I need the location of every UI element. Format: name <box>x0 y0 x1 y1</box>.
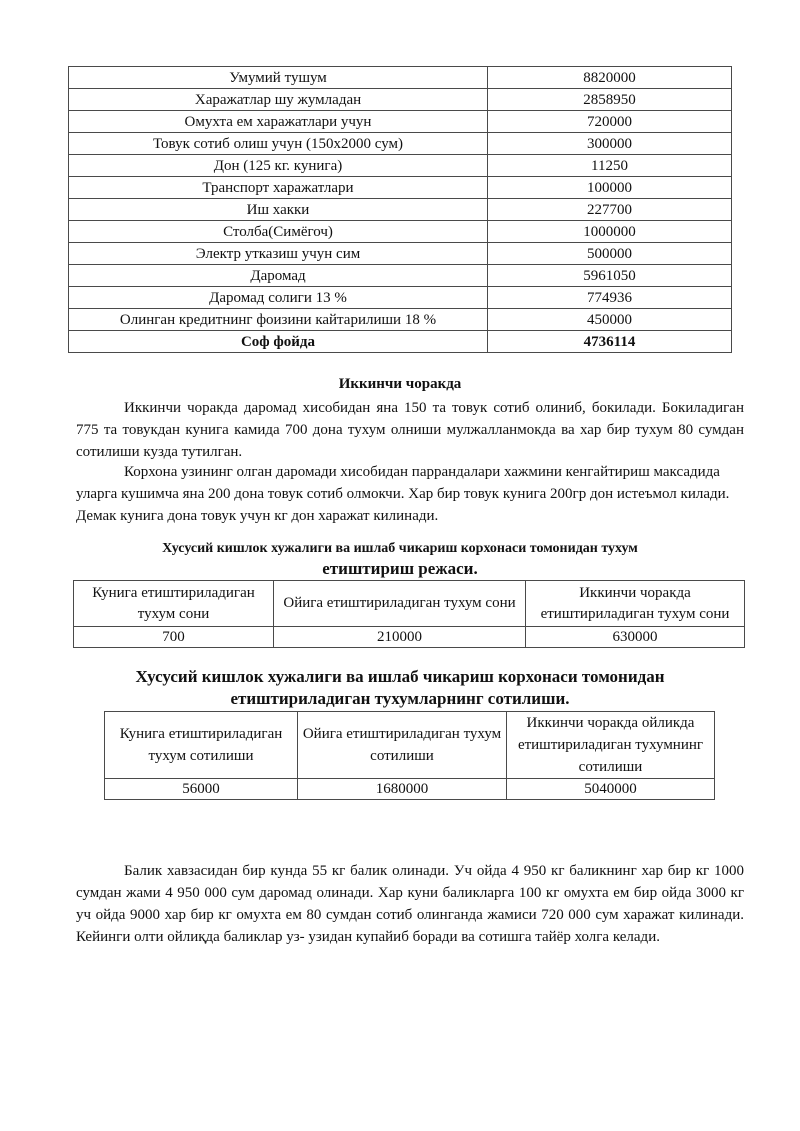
row-label: Харажатлар шу жумладан <box>69 89 488 111</box>
row-value: 227700 <box>488 199 732 221</box>
column-header: Ойига етиштириладиган тухум сони <box>274 581 526 627</box>
row-label: Дон (125 кг. кунига) <box>69 155 488 177</box>
table-row <box>69 243 732 265</box>
table-row <box>69 309 732 331</box>
row-value: 5961050 <box>488 265 732 287</box>
row-value: 300000 <box>488 133 732 155</box>
table-row <box>74 627 745 648</box>
total-label: Соф фойда <box>69 331 488 353</box>
table-row <box>69 199 732 221</box>
row-value: 8820000 <box>488 67 732 89</box>
table-header-row <box>74 581 745 627</box>
table-header-row <box>105 712 715 779</box>
egg-production-plan-table <box>73 580 745 648</box>
row-label: Омухта ем харажатлари учун <box>69 111 488 133</box>
row-value: 1000000 <box>488 221 732 243</box>
table-cell: 630000 <box>526 627 745 648</box>
table-row <box>69 177 732 199</box>
row-label: Умумий тушум <box>69 67 488 89</box>
row-value: 100000 <box>488 177 732 199</box>
table-cell: 210000 <box>274 627 526 648</box>
row-value: 11250 <box>488 155 732 177</box>
column-header: Иккинчи чоракда етиштириладиган тухум сони <box>526 581 745 627</box>
row-value: 720000 <box>488 111 732 133</box>
section-heading: Иккинчи чоракда <box>338 376 462 392</box>
total-value: 4736114 <box>488 331 732 353</box>
table-row <box>69 111 732 133</box>
paragraph-text: Корхона узининг олган даромади хисобидан паррандалари хажмини кенгайтириш максадида уларга кушимча яна 200 дона товук сотиб олмокчи. Хар бир товук кунига 200гр дон истеъмол килади. Демак кунига дона товук учун кг дон харажат килинади. <box>76 464 730 524</box>
row-label: Электр утказиш учун сим <box>69 243 488 265</box>
row-label: Транспорт харажатлари <box>69 177 488 199</box>
table-cell: 1680000 <box>298 779 507 800</box>
row-value: 2858950 <box>488 89 732 111</box>
paragraph-text: Балик хавзасидан бир кунда 55 кг балик олинади. Уч ойда 4 950 кг баликнинг хар бир кг 1000 сумдан жами 4 950 000 сум даромад олинади. Хар куни баликларга 100 кг омухта ем бир ойда 3000 кг уч ойда 9000 хар бир кг омухта ем 80 сумдан сотиб олинганда жамиси 720 000 сум харажат килинади. Кейинги олти ойлиқда баликлар уз- узидан купайиб боради ва сотишга тайёр холга келади. <box>76 863 744 945</box>
paragraph-fish-pond <box>76 860 744 948</box>
row-label: Иш хакки <box>69 199 488 221</box>
table-cell: 700 <box>74 627 274 648</box>
financial-summary-table <box>68 66 732 353</box>
plan-table-title <box>0 539 800 580</box>
total-row <box>69 331 732 353</box>
table-row <box>69 89 732 111</box>
sales-title-line2: етиштириладиган тухумларнинг сотилиши. <box>230 689 570 708</box>
paragraph-expansion <box>76 461 744 527</box>
column-header: Иккинчи чоракда ойликда етиштириладиган тухумнинг сотилиши <box>507 712 715 779</box>
table-row <box>69 265 732 287</box>
row-label: Товук сотиб олиш учун (150x2000 сум) <box>69 133 488 155</box>
table-row <box>69 221 732 243</box>
egg-sales-table <box>104 711 715 800</box>
paragraph-text: Иккинчи чоракда даромад хисобидан яна 150 та товук сотиб олиниб, бокилади. Бокиладиган 775 та товукдан кунига камида 700 дона тухум олниши мулжалланмокда ва хар бир тухум 80 сумдан сотилиши кузда тутилган. <box>76 400 744 460</box>
row-label: Олинган кредитнинг фоизини кайтарилиши 18 % <box>69 309 488 331</box>
table-row <box>69 133 732 155</box>
row-label: Даромад солиги 13 % <box>69 287 488 309</box>
table-cell: 5040000 <box>507 779 715 800</box>
row-label: Даромад <box>69 265 488 287</box>
table-row <box>105 779 715 800</box>
column-header: Кунига етиштириладиган тухум сотилиши <box>105 712 298 779</box>
sales-title-line1: Хусусий кишлок хужалиги ва ишлаб чикариш корхонаси томонидан <box>135 667 665 686</box>
column-header: Кунига етиштириладиган тухум сони <box>74 581 274 627</box>
row-value: 450000 <box>488 309 732 331</box>
plan-title-line2: етиштириш режаси. <box>322 559 478 578</box>
table-cell: 56000 <box>105 779 298 800</box>
table-row <box>69 67 732 89</box>
row-label: Столба(Симёгоч) <box>69 221 488 243</box>
sales-table-title <box>0 666 800 710</box>
column-header: Ойига етиштириладиган тухум сотилиши <box>298 712 507 779</box>
table-row <box>69 287 732 309</box>
row-value: 500000 <box>488 243 732 265</box>
paragraph-second-quarter <box>76 397 744 463</box>
plan-title-line1: Хусусий кишлок хужалиги ва ишлаб чикариш корхонаси томонидан тухум <box>162 541 638 556</box>
table-row <box>69 155 732 177</box>
row-value: 774936 <box>488 287 732 309</box>
